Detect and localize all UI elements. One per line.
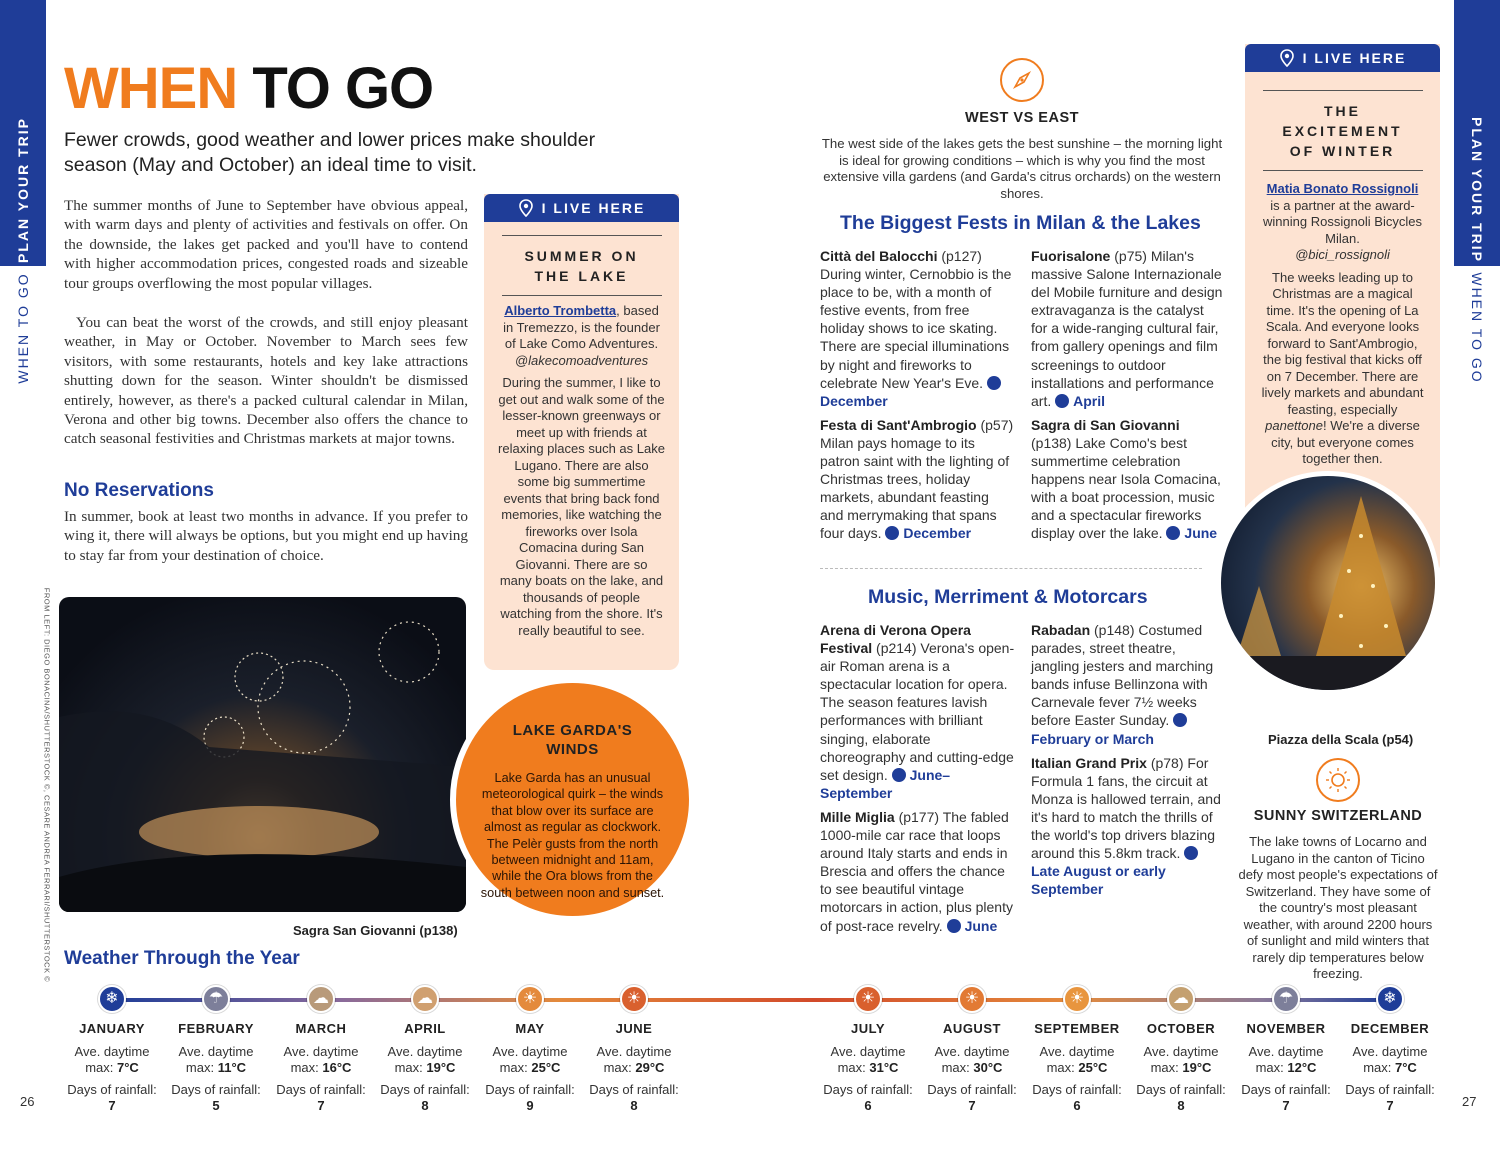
month-name: NOVEMBER xyxy=(1246,1021,1326,1036)
live-here-title-left: SUMMER ON THE LAKE xyxy=(524,248,639,284)
sun-icon xyxy=(1316,758,1360,802)
weather-month xyxy=(1131,985,1231,1114)
avg-label: Ave. daytime xyxy=(596,1044,672,1059)
event-description: The fabled 1000-mile car race that loops around Italy starts and ends in Brescia and offers the chance to see beautiful vintage motorcars in action, plus plenty of post-race revelry. xyxy=(820,808,1013,934)
max-label: max: xyxy=(499,1060,528,1075)
fests-column-left xyxy=(820,247,1016,549)
event-name: Italian Grand Prix xyxy=(1031,754,1147,771)
divider xyxy=(1263,170,1423,171)
avg-label: Ave. daytime xyxy=(1143,1044,1219,1059)
rain-label: Days of rainfall: xyxy=(1032,1082,1122,1097)
divider xyxy=(502,295,662,296)
west-east-text: The west side of the lakes gets the best sunshine – the morning light is ideal for growing conditions – which is why you find the most extensive villa gardens (and Garda's citrus orchards) on the western shores. xyxy=(821,136,1223,201)
right-tab-section: PLAN YOUR TRIP xyxy=(1469,117,1485,263)
avg-label: Ave. daytime xyxy=(1039,1044,1115,1059)
weather-month xyxy=(1236,985,1336,1114)
avg-label: Ave. daytime xyxy=(830,1044,906,1059)
rain-days: 6 xyxy=(1073,1098,1081,1113)
event-description: Costumed parades, street theatre, jangling jesters and marching bands infuse Bellinzona with Carnevale fever 7½ weeks before Easter Sunday. xyxy=(1031,622,1214,729)
quote-part-1: The weeks leading up to Christmas are a magical time. It's the opening of La Scala. And everyone looks forward to Sant'Ambrogio, the big festival that kicks off on 7 December. There are lively markets and abundant feasting, especially xyxy=(1261,269,1424,417)
max-label: max: xyxy=(290,1060,319,1075)
sun-icon: ☀ xyxy=(620,985,648,1013)
rain-label: Days of rainfall: xyxy=(823,1082,913,1097)
weather-month xyxy=(818,985,918,1114)
avg-label: Ave. daytime xyxy=(178,1044,254,1059)
left-tab-chapter: WHEN TO GO xyxy=(15,272,31,384)
calendar-icon xyxy=(987,376,1001,390)
max-value: 16°C xyxy=(322,1060,352,1075)
max-value: 19°C xyxy=(426,1060,456,1075)
max-temp xyxy=(166,1060,266,1076)
event-description: Verona's open-air Roman arena is a spectacular location for opera. The season features lavish performances with brilliant singing, elaborate choreography and cutting-edge set design. xyxy=(820,640,1015,783)
fireworks-illustration xyxy=(59,597,466,912)
page-title xyxy=(64,56,434,121)
pin-icon xyxy=(518,199,534,217)
avg-label: Ave. daytime xyxy=(283,1044,359,1059)
page-number-right: 27 xyxy=(1462,1094,1477,1109)
event-entry xyxy=(1031,621,1223,748)
right-side-tab xyxy=(1454,0,1500,1154)
sun-icon: ☀ xyxy=(1063,985,1091,1013)
rain-days: 8 xyxy=(1177,1098,1185,1113)
max-value: 19°C xyxy=(1182,1060,1212,1075)
event-entry xyxy=(1031,416,1223,543)
weather-heading: Weather Through the Year xyxy=(64,948,300,969)
max-label: max: xyxy=(185,1060,215,1075)
page-number-left: 26 xyxy=(20,1094,35,1109)
event-name: Città del Balocchi xyxy=(820,248,938,264)
event-entry xyxy=(820,808,1016,935)
calendar-icon xyxy=(885,526,899,540)
left-side-tab xyxy=(0,0,46,1154)
lake-garda-winds-circle xyxy=(450,677,695,922)
pin-icon xyxy=(1279,49,1295,67)
live-here-box-left xyxy=(484,194,679,670)
winds-text: Lake Garda has an unusual meteorological quirk – the winds that blow over its surface are almost as regular as clockwork. The Pelèr gusts from the north between midnight and 11am, while the Ora blows from the south between noon and sunset. xyxy=(480,771,665,900)
photo-caption-left: Sagra San Giovanni (p138) xyxy=(293,923,458,938)
rain-label: Days of rainfall: xyxy=(380,1082,470,1097)
event-ref: (p148) xyxy=(1090,622,1135,638)
rain-label: Days of rainfall: xyxy=(171,1082,261,1097)
event-entry xyxy=(1031,754,1223,899)
max-temp xyxy=(922,1060,1022,1076)
calendar-icon xyxy=(892,768,906,782)
max-temp xyxy=(1027,1060,1127,1076)
rain-label: Days of rainfall: xyxy=(1241,1082,1331,1097)
weather-month xyxy=(922,985,1022,1114)
max-value: 31°C xyxy=(869,1060,899,1075)
event-ref: (p75) xyxy=(1110,248,1147,264)
no-reservations-heading: No Reservations xyxy=(64,480,214,501)
month-name: APRIL xyxy=(404,1021,446,1036)
rain-label: Days of rainfall: xyxy=(276,1082,366,1097)
rain-label: Days of rainfall: xyxy=(485,1082,575,1097)
calendar-icon xyxy=(1055,394,1069,408)
max-label: max: xyxy=(85,1060,114,1075)
weather-month xyxy=(375,985,475,1114)
max-label: max: xyxy=(837,1060,866,1075)
event-ref: (p127) xyxy=(937,248,982,264)
title-when: WHEN xyxy=(64,56,238,121)
live-here-quote-left: During the summer, I like to get out and walk some of the lesser-known greenways or meet up with friends at relaxing places such as Lake Lugano. There are also some big summertime events that bring back fond memories, like watching the fireworks over Isola Comacina during San Giovanni. There are so many boats on the lake, and thousands of people watching from the shore. It's really beautiful to see. xyxy=(498,375,665,638)
music-heading: Music, Merriment & Motorcars xyxy=(868,586,1148,608)
month-name: FEBRUARY xyxy=(178,1021,254,1036)
event-timing: February or March xyxy=(1031,730,1154,747)
rain-days: 8 xyxy=(421,1098,429,1113)
max-value: 11°C xyxy=(217,1060,247,1075)
event-ref: (p177) xyxy=(894,808,940,825)
rain-days: 7 xyxy=(968,1098,976,1113)
max-value: 29°C xyxy=(635,1060,665,1075)
max-temp xyxy=(62,1060,162,1076)
event-description: For Formula 1 fans, the circuit at Monza is hallowed terrain, and it's hard to match the thrills of the world's top drivers blazing around this 5.8km track. xyxy=(1031,754,1221,862)
christmas-tree-photo xyxy=(1216,471,1440,695)
month-name: JANUARY xyxy=(79,1021,145,1036)
max-value: 25°C xyxy=(531,1060,561,1075)
calendar-icon xyxy=(1173,713,1187,727)
event-timing: June xyxy=(964,917,998,934)
weather-month xyxy=(1340,985,1440,1114)
rain-icon: ☂ xyxy=(202,985,230,1013)
event-timing: April xyxy=(1073,392,1106,409)
rain-days: 6 xyxy=(864,1098,872,1113)
max-temp xyxy=(1131,1060,1231,1076)
rain-label: Days of rainfall: xyxy=(1345,1082,1435,1097)
rain-days: 7 xyxy=(108,1098,116,1113)
event-ref: (p138) xyxy=(1031,434,1072,451)
fests-column-right xyxy=(1031,247,1223,549)
live-here-header-left xyxy=(484,194,679,222)
partly-cloudy-icon: ☁ xyxy=(411,985,439,1013)
left-tab-section: PLAN YOUR TRIP xyxy=(15,117,31,263)
christmas-tree-illustration xyxy=(1221,476,1435,690)
rain-days: 5 xyxy=(212,1098,220,1113)
month-name: AUGUST xyxy=(943,1021,1001,1036)
rain-label: Days of rainfall: xyxy=(1136,1082,1226,1097)
max-label: max: xyxy=(394,1060,423,1075)
month-name: JULY xyxy=(850,1021,886,1036)
max-label: max: xyxy=(1255,1060,1284,1075)
compass-icon xyxy=(1000,58,1044,102)
event-description: (p57) Milan pays homage to its patron saint with the lighting of Christmas trees, holiday markets, abundant feasting and merrymaking that spans four days. xyxy=(820,416,1014,542)
rain-label: Days of rainfall: xyxy=(589,1082,679,1097)
max-value: 25°C xyxy=(1078,1060,1108,1075)
rain-days: 8 xyxy=(630,1098,638,1113)
calendar-icon xyxy=(1184,846,1198,860)
max-temp xyxy=(375,1060,475,1076)
event-name: Arena di Verona Opera Festival xyxy=(820,622,971,657)
contributor-name-right[interactable]: Matia Bonato Rossignoli xyxy=(1266,181,1419,196)
photo-credit xyxy=(40,587,54,983)
partly-cloudy-icon: ☁ xyxy=(307,985,335,1013)
live-here-header-right xyxy=(1245,44,1440,72)
fireworks-photo xyxy=(59,597,466,912)
live-here-title-right: THE EXCITEMENT OF WINTER xyxy=(1282,103,1403,159)
event-ref: (p78) xyxy=(1146,754,1184,771)
weather-month xyxy=(1027,985,1127,1114)
avg-label: Ave. daytime xyxy=(934,1044,1010,1059)
weather-month xyxy=(584,985,684,1114)
max-label: max: xyxy=(1363,1060,1392,1075)
avg-label: Ave. daytime xyxy=(492,1044,568,1059)
west-east-title: WEST VS EAST xyxy=(965,110,1079,126)
winds-title: LAKE GARDA'S WINDS xyxy=(512,722,633,758)
divider xyxy=(502,235,662,236)
title-to-go: TO GO xyxy=(252,56,434,121)
event-name: Sagra di San Giovanni xyxy=(1031,416,1180,433)
quote-part-2: ! We're a diverse city, but everyone comes together then. xyxy=(1271,418,1420,466)
contributor-name-left[interactable]: Alberto Trombetta xyxy=(504,303,617,318)
section-divider xyxy=(820,568,1202,569)
max-label: max: xyxy=(603,1060,632,1075)
live-here-bio-left xyxy=(498,303,665,353)
event-timing: June–September xyxy=(820,766,951,801)
sunny-text: The lake towns of Locarno and Lugano in the canton of Ticino defy most people's expectations of Switzerland. They have some of the country's most pleasant weather, with around 2200 hours of sunlight and mild winters that rarely dip temperatures below freezing. xyxy=(1238,834,1438,981)
month-name: JUNE xyxy=(615,1021,653,1036)
max-temp xyxy=(480,1060,580,1076)
rain-days: 7 xyxy=(1386,1098,1394,1113)
weather-month xyxy=(62,985,162,1114)
sun-icon: ☀ xyxy=(516,985,544,1013)
sunny-title: SUNNY SWITZERLAND xyxy=(1253,808,1423,824)
event-entry xyxy=(820,247,1016,410)
max-value: 12°C xyxy=(1287,1060,1317,1075)
event-description: During winter, Cernobbio is the place to be, with a month of festive events, from free holiday shows to ice skating. There are special illuminations by night and fireworks to celebrate New Year's Eve. xyxy=(820,266,1012,391)
event-entry xyxy=(820,621,1016,802)
event-timing: December xyxy=(820,392,888,409)
rain-days: 9 xyxy=(526,1098,534,1113)
live-here-bio-right xyxy=(1259,181,1426,247)
max-label: max: xyxy=(1046,1060,1075,1075)
event-name: Fuorisalone xyxy=(1031,248,1111,264)
event-name: Rabadan xyxy=(1031,622,1091,638)
event-name: Festa di Sant'Ambrogio xyxy=(820,416,977,433)
intro-text: Fewer crowds, good weather and lower prices make shoulder season (May and October) an ideal time to visit. xyxy=(64,129,596,176)
quote-emphasis: panettone xyxy=(1265,418,1323,433)
photo-caption-right: Piazza della Scala (p54) xyxy=(1268,732,1414,747)
fests-heading: The Biggest Fests in Milan & the Lakes xyxy=(840,212,1201,234)
music-column-right xyxy=(1031,621,1223,904)
right-tab-chapter: WHEN TO GO xyxy=(1469,272,1485,384)
contributor-bio-left: , based in Tremezzo, is the founder of Lake Como Adventures. xyxy=(503,303,660,351)
event-entry xyxy=(1031,247,1223,410)
rain-label: Days of rainfall: xyxy=(927,1082,1017,1097)
event-name: Mille Miglia xyxy=(820,808,895,825)
max-temp xyxy=(1340,1060,1440,1076)
month-name: SEPTEMBER xyxy=(1034,1021,1120,1036)
avg-label: Ave. daytime xyxy=(387,1044,463,1059)
month-name: MARCH xyxy=(295,1021,347,1036)
live-here-label-right: I LIVE HERE xyxy=(1302,50,1407,66)
event-entry xyxy=(820,416,1016,543)
body-paragraph-1: The summer months of June to September have obvious appeal, with warm days and plenty of activities and festivals on offer. On the downside, the lakes get packed and you'll have to contend with higher accommodation prices, congested roads and sizeable tour groups overflowing the most popular villages. xyxy=(64,197,468,292)
max-value: 30°C xyxy=(973,1060,1003,1075)
event-description: Lake Como's best summertime celebration happens near Isola Comacina, with a boat procession, music and a spectacular fireworks display over the lake. xyxy=(1031,434,1221,542)
event-ref: (p214) xyxy=(872,640,917,657)
weather-month xyxy=(480,985,580,1114)
avg-label: Ave. daytime xyxy=(74,1044,150,1059)
no-reservations-text: In summer, book at least two months in advance. If you prefer to wing it, there will always be options, but you might end up having to stay far from your destination of choice. xyxy=(64,508,468,564)
weather-month xyxy=(166,985,266,1114)
event-timing: Late August or early September xyxy=(1031,863,1166,898)
music-column-left xyxy=(820,621,1016,941)
divider xyxy=(1263,90,1423,91)
calendar-icon xyxy=(947,919,961,933)
max-temp xyxy=(271,1060,371,1076)
snow-icon: ❄ xyxy=(98,985,126,1013)
max-temp xyxy=(1236,1060,1336,1076)
rain-icon: ☂ xyxy=(1272,985,1300,1013)
weather-month xyxy=(271,985,371,1114)
max-temp xyxy=(584,1060,684,1076)
month-name: DECEMBER xyxy=(1350,1021,1430,1036)
max-label: max: xyxy=(1150,1060,1179,1075)
sun-icon: ☀ xyxy=(854,985,882,1013)
max-value: 7°C xyxy=(1394,1060,1417,1075)
month-name: OCTOBER xyxy=(1146,1021,1216,1036)
snow-icon: ❄ xyxy=(1376,985,1404,1013)
event-timing: June xyxy=(1184,525,1218,542)
live-here-label-left: I LIVE HERE xyxy=(541,200,646,216)
body-paragraph-2: You can beat the worst of the crowds, and still enjoy pleasant weather, in May or October. November to March sees few visitors, with some restaurants, hotels and key lake attractions shutting down for the season. Winter shouldn't be dismissed entirely, however, as there's a packed cultural calendar in Milan, Verona and other big towns. December also offers the chance to catch seasonal festivities and Christmas markets at major towns. xyxy=(64,314,468,448)
contributor-bio-right: is a partner at the award-winning Rossignoli Bicycles Milan. xyxy=(1263,197,1422,246)
max-temp xyxy=(818,1060,918,1076)
max-value: 7°C xyxy=(116,1060,139,1075)
avg-label: Ave. daytime xyxy=(1248,1044,1324,1059)
live-here-quote-right xyxy=(1259,270,1426,468)
max-label: max: xyxy=(941,1060,970,1075)
event-timing: December xyxy=(903,525,972,542)
event-description: Milan's massive Salone Internazionale del Mobile furniture and design extravaganza is the catalyst for a wide-ranging cultural fair, from gallery openings and film screenings to outdoor installations and performance art. xyxy=(1031,248,1223,409)
month-name: MAY xyxy=(515,1021,545,1036)
rain-days: 7 xyxy=(1282,1098,1290,1113)
contributor-handle-left: @lakecomoadventures xyxy=(514,352,649,368)
photo-credit-text: FROM LEFT: DIEGO BONACINA/SHUTTERSTOCK ©, CESARE ANDREA FERRARI/SHUTTERSTOCK © xyxy=(42,587,52,983)
rain-days: 7 xyxy=(317,1098,325,1113)
rain-label: Days of rainfall: xyxy=(67,1082,157,1097)
avg-label: Ave. daytime xyxy=(1352,1044,1428,1059)
contributor-handle-right: @bici_rossignoli xyxy=(1295,247,1390,262)
calendar-icon xyxy=(1166,526,1180,540)
partly-cloudy-icon: ☁ xyxy=(1167,985,1195,1013)
sun-icon: ☀ xyxy=(958,985,986,1013)
